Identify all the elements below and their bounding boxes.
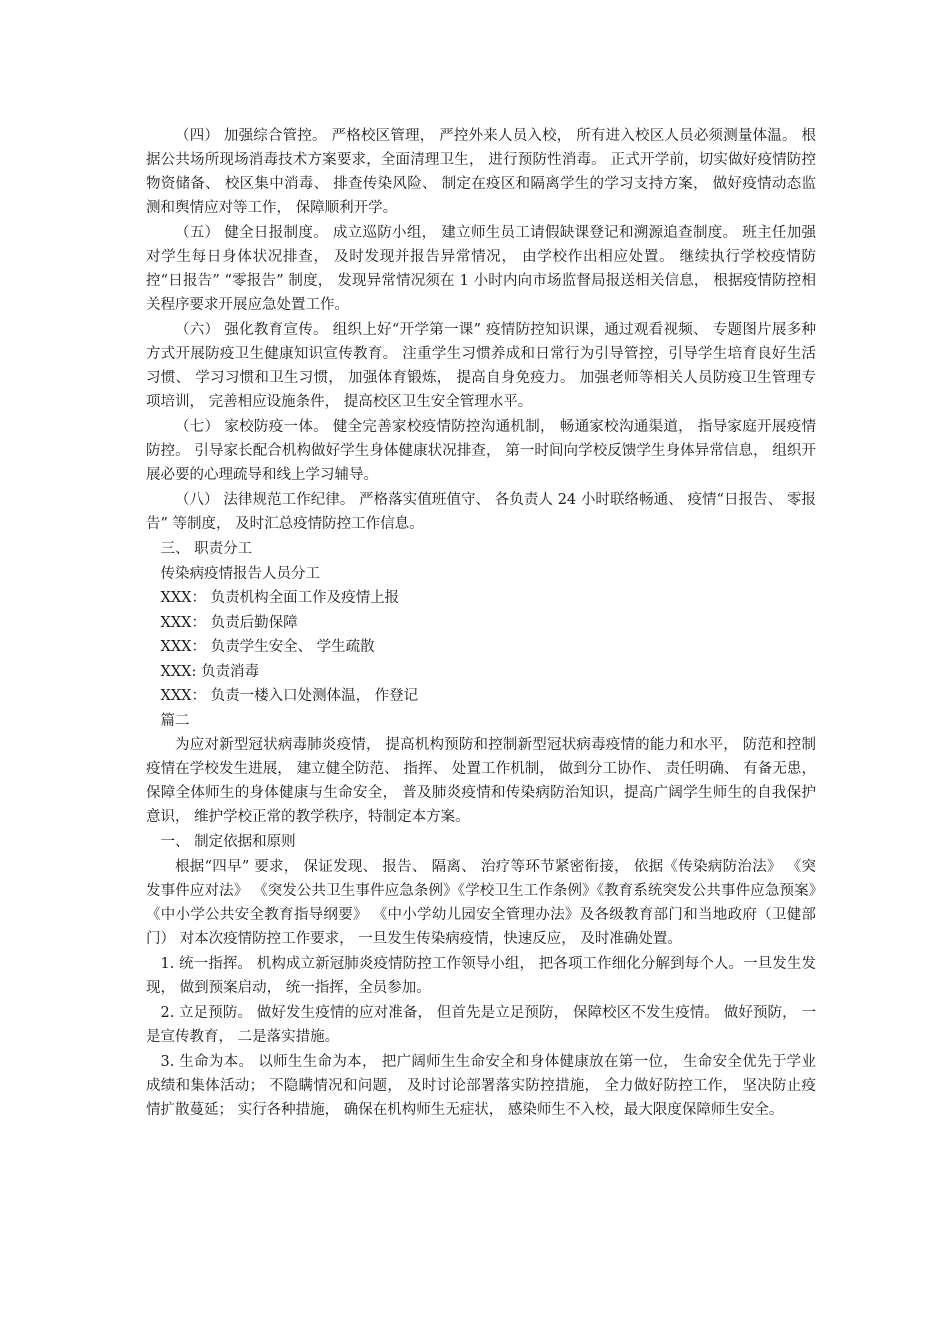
document-page	[146, 124, 816, 1123]
paragraph-4: （四） 加强综合管控。 严格校区管理， 严控外来人员入校， 所有进入校区人员必须测量体温。 根据公共场所现场消毒技术方案要求，全面清理卫生， 进行预防性消毒。 正式开学前，切实做好疫情防控物资储备、 校区集中消毒、 排查传染风险、 制定在疫区和隔离学生的学习支持方案， 做好疫情动态监测和舆情应对等工作， 保障顺利开学。	[146, 128, 816, 216]
section-heading-duties: 三、 职责分工	[160, 541, 253, 557]
paragraph-5: （五） 健全日报制度。 成立巡防小组， 建立师生员工请假缺课登记和溯源追查制度。 班主任加强对学生每日身体状况排查， 及时发现并报告异常情况， 由学校作出相应处置。 继续执行学校疫情防控“日报告” “零报告” 制度， 发现异常情况须在 1 小时内向市场监督局报送相关信息， 根据疫情防控相关程序要求开展应急处置工作。	[146, 225, 816, 313]
part-two-title: 篇二	[160, 712, 190, 729]
principle-1: 1. 统一指挥。 机构成立新冠肺炎疫情防控工作领导小组， 把各项工作细化分解到每个人。一旦发生发现， 做到预案启动， 统一指挥，全员参加。	[146, 955, 816, 996]
paragraph-8: （八） 法律规范工作纪律。 严格落实值班值守、 各负责人 24 小时联络畅通、 疫情“日报告、 零报告” 等制度， 及时汇总疫情防控工作信息。	[146, 492, 816, 532]
staff-item-4: XXX: 负责消毒	[160, 663, 259, 680]
paragraph-6: （六） 强化教育宣传。 组织上好“开学第一课” 疫情防控知识课，通过观看视频、 专题图片展多种方式开展防疫卫生健康知识宣传教育。 注重学生习惯养成和日常行为引导管控，引导学生培育良好生活习惯、 学习习惯和卫生习惯， 加强体育锻炼， 提高自身免疫力。 加强老师等相关人员防疫卫生管理专项培训， 完善相应设施条件， 提高校区卫生安全管理水平。	[146, 322, 816, 410]
staff-item-3: XXX： 负责学生安全、 学生疏散	[160, 639, 375, 655]
staff-item-1: XXX： 负责机构全面工作及疫情上报	[160, 590, 400, 606]
subheading-staff: 传染病疫情报告人员分工	[160, 565, 320, 582]
paragraph-7: （七） 家校防疫一体。 健全完善家校疫情防控沟通机制， 畅通家校沟通渠道， 指导家庭开展疫情防控。 引导家长配合机构做好学生身体健康状况排查， 第一时间向学校反馈学生身体异常信息， 组织开展必要的心理疏导和线上学习辅导。	[146, 419, 816, 483]
basis-paragraph: 根据“四早” 要求， 保证发现、 报告、 隔离、 治疗等环节紧密衔接， 依据《传染病防治法》 《突发事件应对法》 《突发公共卫生事件应急条例》《学校卫生工作条例》《教育系统突发公共事件应急预案》《中小学公共安全教育指导纲要》 《中小学幼儿园安全管理办法》及各级教育部门和当地政府（卫健部门） 对本次疫情防控工作要求， 一旦发生传染病疫情，快速反应， 及时准确处置。	[146, 858, 816, 947]
staff-item-5: XXX： 负责一楼入口处测体温， 作登记	[160, 688, 419, 704]
intro-paragraph: 为应对新型冠状病毒肺炎疫情， 提高机构预防和控制新型冠状病毒疫情的能力和水平， 防范和控制疫情在学校发生进展， 建立健全防范、 指挥、 处置工作机制， 做到分工协作、 责任明确、 有备无患，保障全体师生的身体健康与生命安全， 普及肺炎疫情和传染病防治知识，提高广阔学生师生的自我保护意识， 维护学校正常的教学秩序，特制定本方案。	[146, 737, 816, 825]
principle-3: 3. 生命为本。 以师生生命为本， 把广阔师生生命安全和身体健康放在第一位， 生命安全优先于学业成绩和集体活动； 不隐瞒情况和问题， 及时讨论部署落实防控措施， 全力做好防控工作， 坚决防止疫情扩散蔓延； 实行各种措施， 确保在机构师生无症状， 感染师生不入校，最大限度保障师生安全。	[146, 1053, 816, 1118]
staff-item-2: XXX： 负责后勤保障	[160, 614, 298, 631]
section-heading-basis: 一、 制定依据和原则	[160, 834, 296, 850]
principle-2: 2. 立足预防。 做好发生疫情的应对准备， 但首先是立足预防， 保障校区不发生疫情。 做好预防， 一是宣传教育， 二是落实措施。	[146, 1004, 816, 1045]
